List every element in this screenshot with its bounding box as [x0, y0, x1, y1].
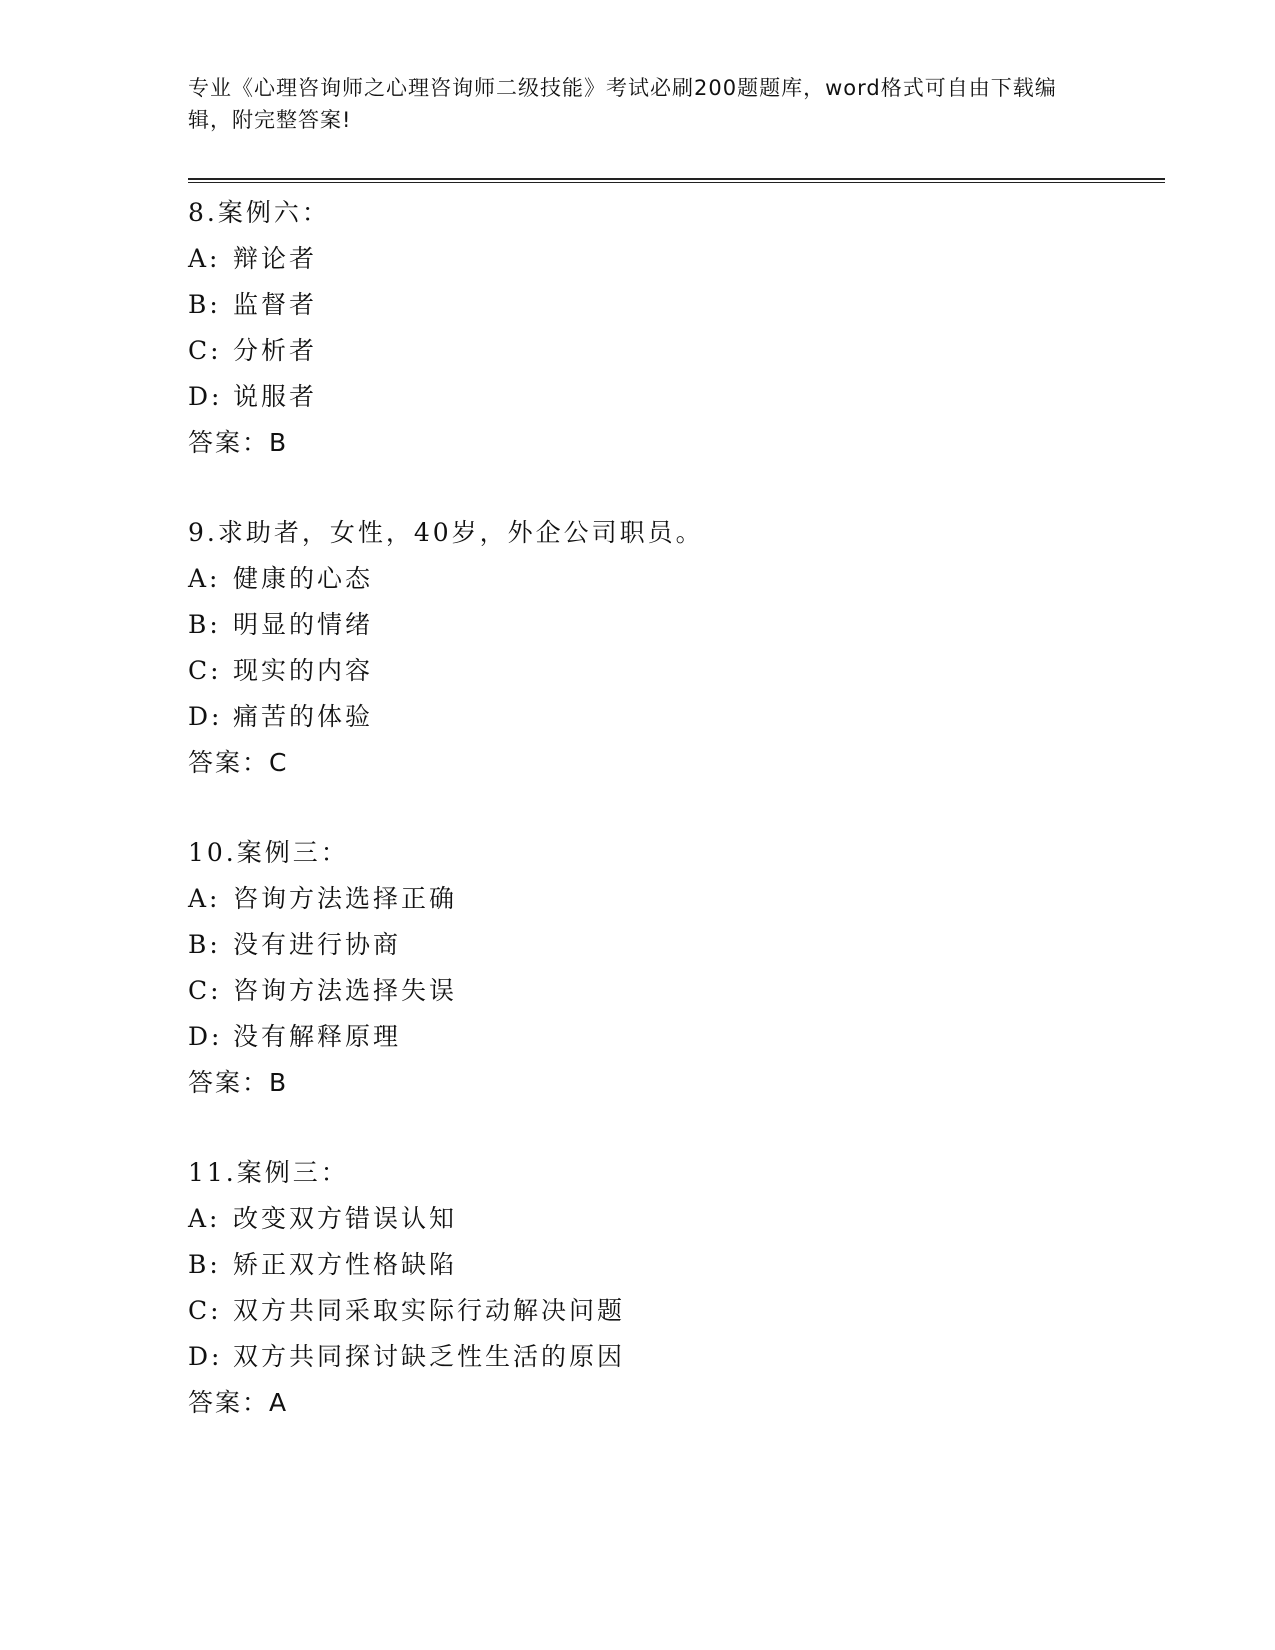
option-letter: D: — [188, 702, 223, 731]
option-c — [188, 648, 1148, 694]
option-text: 健康的心态 — [233, 564, 374, 593]
option-letter: A: — [188, 244, 221, 273]
answer-line: 答案：B — [188, 1068, 289, 1097]
question-9 — [188, 510, 1148, 786]
option-text: 没有解释原理 — [233, 1022, 402, 1051]
option-a — [188, 236, 1148, 282]
option-a — [188, 556, 1148, 602]
answer-line: 答案：B — [188, 428, 289, 457]
option-text: 双方共同采取实际行动解决问题 — [233, 1296, 626, 1325]
option-letter: C: — [188, 656, 222, 685]
option-letter: B: — [188, 610, 221, 639]
option-letter: C: — [188, 976, 222, 1005]
option-text: 现实的内容 — [233, 656, 374, 685]
option-letter: A: — [188, 884, 221, 913]
option-a — [188, 876, 1148, 922]
question-stem: 8.案例六： — [188, 198, 330, 227]
question-11 — [188, 1150, 1148, 1426]
option-text: 明显的情绪 — [233, 610, 374, 639]
option-d — [188, 374, 1148, 420]
option-letter: C: — [188, 1296, 222, 1325]
header-rule-thick — [188, 178, 1165, 180]
question-stem: 11.案例三： — [188, 1158, 349, 1187]
option-c — [188, 328, 1148, 374]
option-letter: A: — [188, 564, 221, 593]
question-list — [188, 190, 1148, 1470]
question-10 — [188, 830, 1148, 1106]
option-c — [188, 1288, 1148, 1334]
option-text: 矫正双方性格缺陷 — [233, 1250, 458, 1279]
option-text: 辩论者 — [233, 244, 318, 273]
option-letter: B: — [188, 1250, 221, 1279]
option-letter: D: — [188, 1022, 223, 1051]
option-letter: D: — [188, 1342, 223, 1371]
option-text: 改变双方错误认知 — [233, 1204, 458, 1233]
option-letter: B: — [188, 290, 221, 319]
option-d — [188, 1014, 1148, 1060]
question-stem: 9.求助者，女性，40岁，外企公司职员。 — [188, 518, 704, 547]
option-text: 说服者 — [233, 382, 318, 411]
question-8 — [188, 190, 1148, 466]
answer-line: 答案：C — [188, 748, 289, 777]
option-letter: D: — [188, 382, 223, 411]
option-text: 痛苦的体验 — [233, 702, 374, 731]
option-b — [188, 1242, 1148, 1288]
option-b — [188, 922, 1148, 968]
option-a — [188, 1196, 1148, 1242]
document-header: 专业《心理咨询师之心理咨询师二级技能》考试必刷200题题库，word格式可自由下载编辑，附完整答案! — [188, 76, 1057, 132]
option-text: 双方共同探讨缺乏性生活的原因 — [233, 1342, 626, 1371]
option-d — [188, 694, 1148, 740]
option-d — [188, 1334, 1148, 1380]
option-letter: C: — [188, 336, 222, 365]
option-c — [188, 968, 1148, 1014]
header-rule-thin — [188, 182, 1165, 183]
answer-line: 答案：A — [188, 1388, 289, 1417]
option-text: 没有进行协商 — [233, 930, 402, 959]
option-b — [188, 602, 1148, 648]
option-text: 分析者 — [233, 336, 318, 365]
option-b — [188, 282, 1148, 328]
option-letter: B: — [188, 930, 221, 959]
option-text: 咨询方法选择失误 — [233, 976, 458, 1005]
option-text: 监督者 — [233, 290, 318, 319]
question-stem: 10.案例三： — [188, 838, 349, 867]
option-text: 咨询方法选择正确 — [233, 884, 458, 913]
option-letter: A: — [188, 1204, 221, 1233]
